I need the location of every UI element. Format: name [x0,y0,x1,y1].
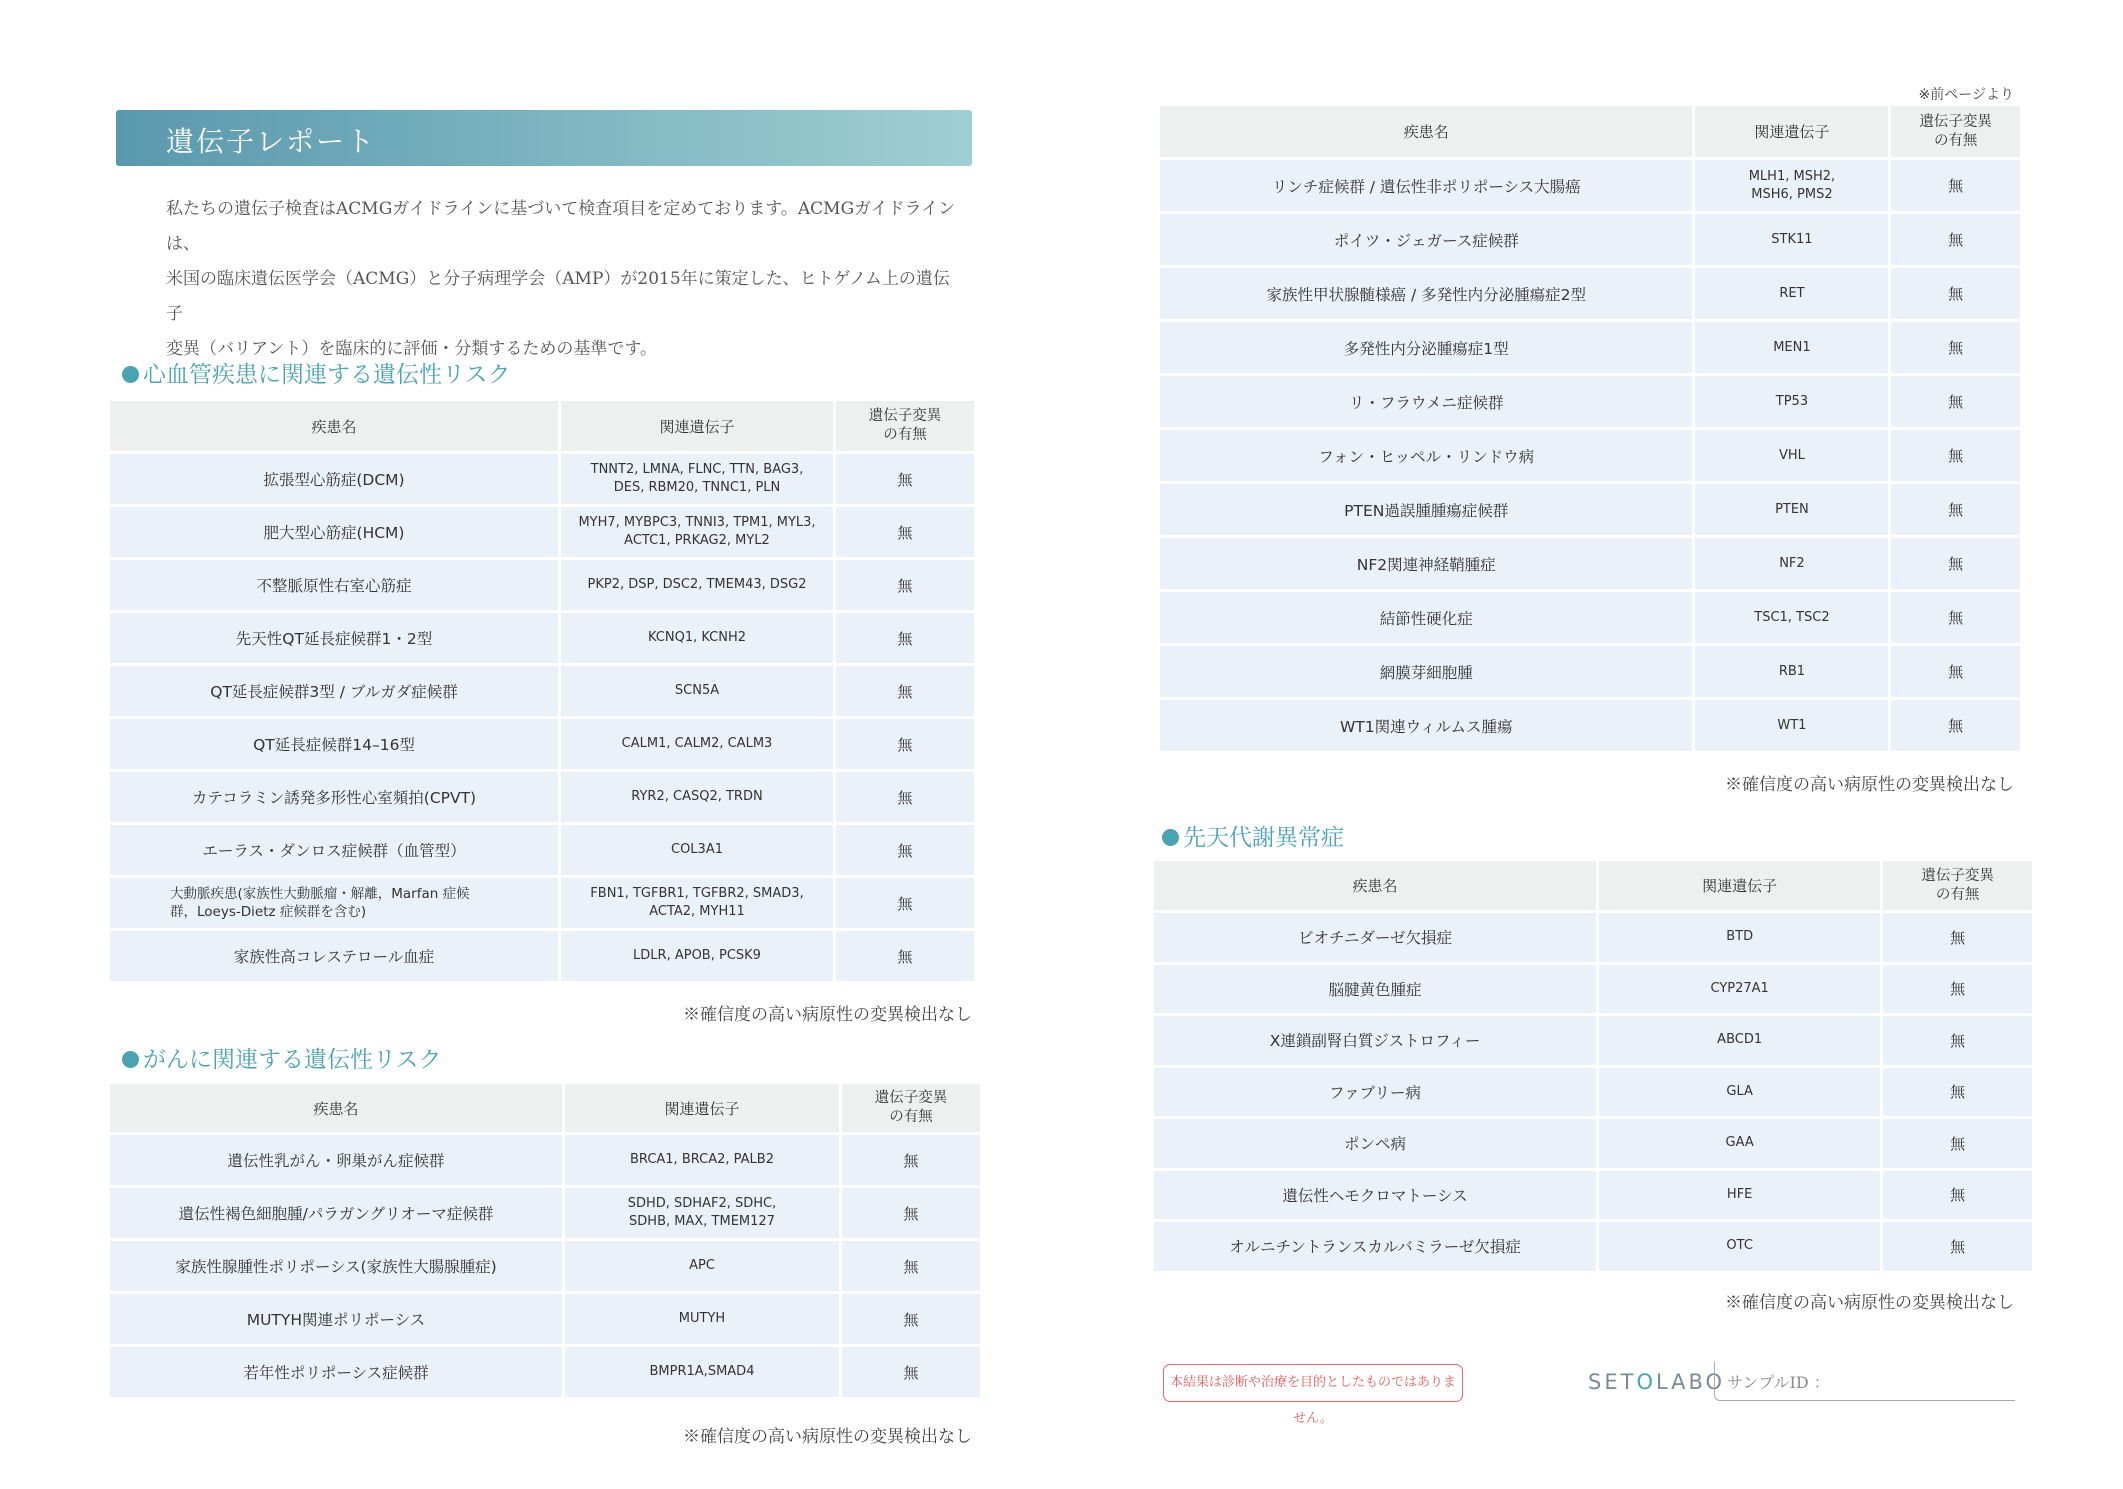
column-header-genes: 関連遺伝子 [1695,106,1888,157]
column-header-disease: 疾患名 [1160,106,1692,157]
variant-status: 無 [1883,1068,2032,1117]
table-row [1154,1119,2032,1168]
gene-line: PKP2, DSP, DSC2, TMEM43, DSG2 [587,577,807,592]
column-header-variant-line: の有無 [889,1109,933,1125]
gene-line: PTEN [1775,501,1809,517]
variant-status: 無 [836,613,974,663]
cancer-table [107,1081,983,1400]
disease-name [110,878,558,928]
column-header-variant-status [1891,106,2020,157]
variant-status: 無 [1891,268,2020,319]
table-row [110,454,974,504]
variant-status: 無 [1891,700,2020,751]
section-title-cardio: 心血管疾患に関連する遺伝性リスク [122,356,511,389]
variant-status: 無 [836,878,974,928]
column-header-variant-status [1883,861,2032,910]
related-genes [565,1188,839,1238]
related-genes [561,560,833,610]
gene-line: VHL [1778,447,1805,463]
variant-status: 無 [836,931,974,981]
variant-status: 無 [836,719,974,769]
gene-line: KCNQ1, KCNH2 [647,630,747,645]
cardio-table [107,398,977,984]
related-genes [1599,1171,1880,1220]
gene-line: CALM1, CALM2, CALM3 [621,736,773,751]
gene-line: ACTC1, PRKAG2, MYL2 [624,533,770,548]
disease-name-line: 群，Loeys-Dietz 症候群を含む) [170,904,367,920]
variant-status: 無 [1891,214,2020,265]
variant-status: 無 [836,454,974,504]
related-genes [565,1241,839,1291]
related-genes [561,613,833,663]
continued-from-previous: ※前ページより [1918,87,2014,103]
gene-line: GLA [1726,1083,1753,1099]
table-row [110,1135,980,1185]
variant-status: 無 [842,1135,980,1185]
related-genes [1695,268,1888,319]
variant-status: 無 [1883,1171,2032,1220]
table-header-row [110,1084,980,1132]
section-title-cancer: がんに関連する遺伝性リスク [122,1041,442,1074]
table-row [110,1294,980,1344]
related-genes [1695,484,1888,535]
related-genes [1599,1016,1880,1065]
column-header-variant-line: 遺伝子変異 [868,408,942,424]
related-genes [1695,646,1888,697]
gene-line: APC [689,1258,715,1273]
variant-status: 無 [1883,913,2032,962]
gene-line: SDHB, MAX, TMEM127 [629,1214,775,1229]
disease-name: 肥大型心筋症(HCM) [110,507,558,557]
variant-status: 無 [842,1347,980,1397]
column-header-genes: 関連遺伝子 [565,1084,839,1132]
gene-line: RET [1779,285,1805,301]
table-row [110,931,974,981]
table-row [110,878,974,928]
disease-name: リ・フラウメニ症候群 [1160,376,1692,427]
column-header-disease: 疾患名 [1154,861,1596,910]
sample-id-field [1714,1362,2015,1401]
disease-name: ファブリー病 [1154,1068,1596,1117]
table-row [1154,913,2032,962]
disease-name: 家族性腺腫性ポリポーシス(家族性大腸腺腫症) [110,1241,562,1291]
column-header-variant-line: の有無 [1933,132,1978,149]
gene-line: SDHD, SDHAF2, SDHC, [627,1196,777,1211]
variant-status: 無 [1883,1016,2032,1065]
no-variant-note: ※確信度の高い病原性の変異検出なし [683,1005,972,1025]
disease-name: MUTYH関連ポリポーシス [110,1294,562,1344]
metabolic-table [1151,858,2035,1274]
column-header-disease: 疾患名 [110,401,558,451]
column-header-variant-line: 遺伝子変異 [1919,113,1992,130]
related-genes [561,825,833,875]
gene-line: STK11 [1771,231,1813,247]
intro-line: 米国の臨床遺伝医学会（ACMG）と分子病理学会（AMP）が2015年に策定した、ヒトゲノム上の遺伝子 [166,269,950,324]
variant-status: 無 [1891,646,2020,697]
variant-status: 無 [1891,376,2020,427]
related-genes [1695,376,1888,427]
intro-line: 変異（バリアント）を臨床的に評価・分類するための基準です。 [166,339,657,359]
related-genes [561,666,833,716]
table-header-row [110,401,974,451]
gene-line: BMPR1A,SMAD4 [649,1364,755,1379]
gene-line: TP53 [1775,393,1809,409]
disease-name: ビオチニダーゼ欠損症 [1154,913,1596,962]
disease-name: 遺伝性乳がん・卵巣がん症候群 [110,1135,562,1185]
variant-status: 無 [1883,1119,2032,1168]
related-genes [1599,1222,1880,1271]
related-genes [565,1347,839,1397]
table-row [110,507,974,557]
gene-line: LDLR, APOB, PCSK9 [633,948,761,963]
variant-status: 無 [1891,322,2020,373]
variant-status: 無 [1883,1222,2032,1271]
table-row [110,772,974,822]
table-row [1160,646,2020,697]
gene-line: OTC [1726,1238,1753,1254]
column-header-variant-line: の有無 [1935,886,1980,903]
table-header-row [1160,106,2020,157]
gene-line: BRCA1, BRCA2, PALB2 [630,1152,774,1167]
variant-status: 無 [1883,965,2032,1014]
gene-line: GAA [1725,1135,1754,1151]
disease-name: 遺伝性褐色細胞腫/パラガングリオーマ症候群 [110,1188,562,1238]
disease-name: PTEN過誤腫腫瘍症候群 [1160,484,1692,535]
intro-text [166,192,956,367]
disease-name: X連鎖副腎白質ジストロフィー [1154,1016,1596,1065]
variant-status: 無 [836,507,974,557]
variant-status: 無 [842,1188,980,1238]
related-genes [1599,1119,1880,1168]
table-row [110,1347,980,1397]
disease-name: カテコラミン誘発多形性心室頻拍(CPVT) [110,772,558,822]
gene-line: RYR2, CASQ2, TRDN [631,789,763,804]
no-variant-note: ※確信度の高い病原性の変異検出なし [1725,775,2014,795]
related-genes [561,878,833,928]
related-genes [1695,592,1888,643]
table-row [1154,1171,2032,1220]
gene-line: SCN5A [674,683,720,698]
table-row [110,825,974,875]
table-row [1154,1222,2032,1271]
related-genes [1599,913,1880,962]
gene-line: TNNT2, LMNA, FLNC, TTN, BAG3, [590,462,804,477]
related-genes [1695,430,1888,481]
table-row [1160,268,2020,319]
column-header-genes: 関連遺伝子 [1599,861,1880,910]
column-header-variant-status [836,401,974,451]
sample-id-label: サンプルID ： [1727,1373,1830,1392]
column-header-disease: 疾患名 [110,1084,562,1132]
disease-name: WT1関連ウィルムス腫瘍 [1160,700,1692,751]
variant-status: 無 [842,1241,980,1291]
gene-line: MYH7, MYBPC3, TNNI3, TPM1, MYL3, [578,515,816,530]
disease-name: 遺伝性ヘモクロマトーシス [1154,1171,1596,1220]
disease-name: 若年性ポリポーシス症候群 [110,1347,562,1397]
related-genes [561,772,833,822]
gene-line: MUTYH [678,1311,726,1326]
gene-line: MLH1, MSH2, [1748,168,1836,184]
table-row [110,1188,980,1238]
disease-name: オルニチントランスカルバミラーゼ欠損症 [1154,1222,1596,1271]
cancer-continued-table [1157,103,2023,754]
disease-name: NF2関連神経鞘腫症 [1160,538,1692,589]
related-genes [561,931,833,981]
variant-status: 無 [1891,592,2020,643]
related-genes [1599,965,1880,1014]
table-row [110,560,974,610]
table-header-row [1154,861,2032,910]
gene-line: FBN1, TGFBR1, TGFBR2, SMAD3, [590,886,804,901]
column-header-variant-line: 遺伝子変異 [1921,867,1994,884]
table-row [1160,484,2020,535]
gene-line: DES, RBM20, TNNC1, PLN [613,480,781,495]
related-genes [565,1294,839,1344]
related-genes [561,719,833,769]
brand-logo: SETOLABO [1588,1370,1726,1394]
gene-line: MSH6, PMS2 [1751,186,1833,202]
gene-line: ABCD1 [1717,1032,1763,1048]
related-genes [1695,700,1888,751]
gene-line: MEN1 [1773,339,1811,355]
report-header-banner [116,110,972,166]
column-header-variant-line: 遺伝子変異 [874,1090,948,1106]
variant-status: 無 [836,772,974,822]
variant-status: 無 [842,1294,980,1344]
gene-line: RB1 [1778,663,1806,679]
table-row [1160,322,2020,373]
no-variant-note: ※確信度の高い病原性の変異検出なし [683,1427,972,1447]
table-row [1160,700,2020,751]
disease-name-line: 大動脈疾患(家族性大動脈瘤・解離，Marfan 症候 [170,886,470,902]
table-row [1160,592,2020,643]
disease-name: 家族性高コレステロール血症 [110,931,558,981]
variant-status: 無 [1891,430,2020,481]
disease-name: ポンペ病 [1154,1119,1596,1168]
disease-name: 拡張型心筋症(DCM) [110,454,558,504]
disease-name: 家族性甲状腺髄様癌 / 多発性内分泌腫瘍症2型 [1160,268,1692,319]
disease-name: ポイツ・ジェガース症候群 [1160,214,1692,265]
variant-status: 無 [1891,484,2020,535]
gene-line: CYP27A1 [1710,980,1769,996]
variant-status: 無 [836,560,974,610]
related-genes [1695,160,1888,211]
table-row [1154,1068,2032,1117]
column-header-variant-status [842,1084,980,1132]
disease-name: QT延長症候群3型 / ブルガダ症候群 [110,666,558,716]
variant-status: 無 [836,825,974,875]
gene-line: BTD [1726,929,1754,945]
disease-name: QT延長症候群14–16型 [110,719,558,769]
variant-status: 無 [836,666,974,716]
disease-name: エーラス・ダンロス症候群（血管型） [110,825,558,875]
disease-name: 不整脈原性右室心筋症 [110,560,558,610]
disclaimer-badge: 本結果は診断や治療を目的としたものではありません。 [1163,1364,1463,1402]
table-row [1160,430,2020,481]
gene-line: ACTA2, MYH11 [649,904,745,919]
table-row [110,1241,980,1291]
intro-line: 私たちの遺伝子検査はACMGガイドラインに基づいて検査項目を定めております。ACMGガイドラインは、 [166,199,956,254]
column-header-genes: 関連遺伝子 [561,401,833,451]
disease-name: フォン・ヒッペル・リンドウ病 [1160,430,1692,481]
section-bullet-icon [122,366,139,383]
section-title-metabolic: 先天代謝異常症 [1162,819,1344,852]
related-genes [565,1135,839,1185]
report-title: 遺伝子レポート [166,125,377,158]
table-row [110,666,974,716]
section-bullet-icon [1162,829,1179,846]
gene-line: WT1 [1777,717,1807,733]
table-row [1154,965,2032,1014]
table-row [110,719,974,769]
section-bullet-icon [122,1051,139,1068]
disease-name: 多発性内分泌腫瘍症1型 [1160,322,1692,373]
no-variant-note: ※確信度の高い病原性の変異検出なし [1725,1293,2014,1313]
table-row [1160,214,2020,265]
disease-name: 先天性QT延長症候群1・2型 [110,613,558,663]
table-row [1160,376,2020,427]
table-row [110,613,974,663]
related-genes [1599,1068,1880,1117]
gene-line: HFE [1726,1186,1753,1202]
gene-line: TSC1, TSC2 [1754,609,1830,625]
related-genes [561,454,833,504]
variant-status: 無 [1891,160,2020,211]
variant-status: 無 [1891,538,2020,589]
table-row [1160,160,2020,211]
table-row [1154,1016,2032,1065]
gene-line: NF2 [1779,555,1805,571]
disease-name: リンチ症候群 / 遺伝性非ポリポーシス大腸癌 [1160,160,1692,211]
column-header-variant-line: の有無 [883,427,927,443]
disease-name: 脳腱黄色腫症 [1154,965,1596,1014]
table-row [1160,538,2020,589]
related-genes [1695,322,1888,373]
disease-name: 結節性硬化症 [1160,592,1692,643]
gene-line: COL3A1 [671,842,723,857]
related-genes [1695,538,1888,589]
disease-name: 網膜芽細胞腫 [1160,646,1692,697]
related-genes [1695,214,1888,265]
related-genes [561,507,833,557]
